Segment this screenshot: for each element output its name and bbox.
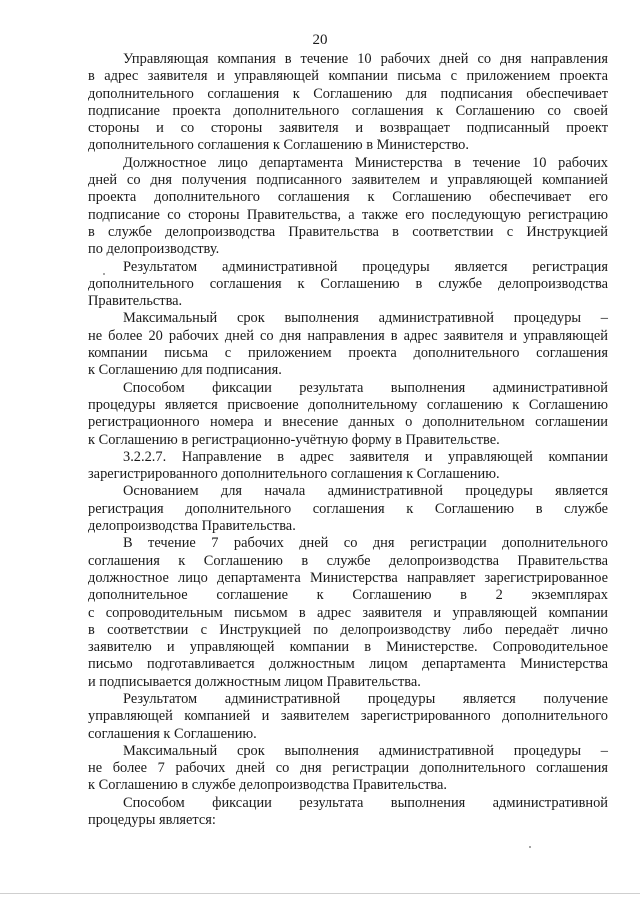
text-line: Результатом административной процедуры является регистрация [123,258,608,275]
text-line: соглашения к Соглашению в службе делопроизводства Правительства [88,552,608,569]
paragraph [88,691,608,743]
text-line: Способом фиксации результата выполнения административной [123,379,608,396]
text-line: в соответствии с Инструкцией по делопроизводству либо передаёт лично [88,621,608,638]
text-line: дней со дня получения подписанного заявителем и управляющей компанией [88,172,608,189]
text-line: регистрация дополнительного соглашения к Соглашению в службе [88,500,608,517]
scan-speck [103,273,105,275]
text-line: Основанием для начала административной процедуры является [123,483,608,500]
text-line: Способом фиксации результата выполнения административной [123,794,608,811]
text-line: Максимальный срок выполнения административной процедуры – [123,742,608,759]
page-number: 20 [312,32,328,48]
text-line: подписание проекта дополнительного соглашения к Соглашению со своей [88,102,608,119]
text-line: проекта дополнительного соглашения к Соглашению обеспечивает его [88,189,608,206]
paragraph [88,155,608,259]
paragraph [88,380,608,449]
text-line: Результатом административной процедуры является получение [123,690,608,707]
text-line: процедуры является: [88,812,216,829]
text-line: Управляющая компания в течение 10 рабочих дней со дня направления [123,51,608,67]
text-line: Должностное лицо департамента Министерства в течение 10 рабочих [123,154,608,171]
text-line: подписание со стороны Правительства, а также его последующую регистрацию [88,206,608,223]
paragraph [88,449,608,484]
text-line: к Соглашению в регистрационно-учётную форму в Правительстве. [88,431,500,448]
scan-bottom-edge [0,893,640,894]
text-line: зарегистрированного дополнительного соглашения к Соглашению. [88,466,500,483]
paragraph [88,535,608,691]
text-line: Максимальный срок выполнения административной процедуры – [123,310,608,327]
paragraph [88,743,608,795]
text-line: соглашения к Соглашению. [88,725,257,742]
text-line: 3.2.2.7. Направление в адрес заявителя и управляющей компании [123,448,608,465]
text-line: Правительства. [88,293,183,310]
scan-speck [529,846,531,848]
text-line: делопроизводства Правительства. [88,518,296,535]
text-line: управляющей компанией и заявителем зарегистрированного дополнительного [88,708,608,725]
text-line: не более 20 рабочих дней со дня направления в адрес заявителя и управляющей [88,327,608,344]
text-line: заявителю и управляющей компании в Министерстве. Сопроводительное [88,639,608,656]
text-line: к Соглашению для подписания. [88,362,282,379]
text-line: компании письма с приложением проекта дополнительного соглашения [88,345,608,362]
paragraph [88,51,608,155]
text-line: в службе делопроизводства Правительства в соответствии с Инструкцией [88,223,608,240]
text-line: с сопроводительным письмом в адрес заявителя и управляющей компании [88,604,608,621]
text-line: процедуры является присвоение дополнительному соглашению к Соглашению [88,396,608,413]
text-line: в адрес заявителя и управляющей компании письма с приложением проекта [88,68,608,85]
text-line: стороны и со стороны заявителя и возвращает подписанный проект [88,120,608,137]
text-line: дополнительного соглашения к Соглашению в службе делопроизводства [88,275,608,292]
text-line: дополнительное соглашение к Соглашению в 2 экземплярах [88,587,608,604]
paragraph [88,310,608,379]
paragraph [88,795,608,830]
text-line: В течение 7 рабочих дней со дня регистрации дополнительного [123,535,608,552]
text-line: дополнительного соглашения к Соглашению в Министерство. [88,137,469,154]
paragraph [88,483,608,535]
text-line: по делопроизводству. [88,241,220,258]
text-line: и подписывается должностным лицом Правительства. [88,673,421,690]
text-line: не более 7 рабочих дней со дня регистрации дополнительного соглашения [88,760,608,777]
text-line: письмо подготавливается должностным лицом департамента Министерства [88,656,608,673]
text-line: дополнительного соглашения к Соглашению для подписания обеспечивает [88,85,608,102]
document-body [88,51,608,829]
text-line: к Соглашению в службе делопроизводства Правительства. [88,777,447,794]
paragraph [88,259,608,311]
text-line: регистрационного номера и внесение данных о дополнительном соглашении [88,414,608,431]
text-line: должностное лицо департамента Министерства направляет зарегистрированное [88,569,608,586]
